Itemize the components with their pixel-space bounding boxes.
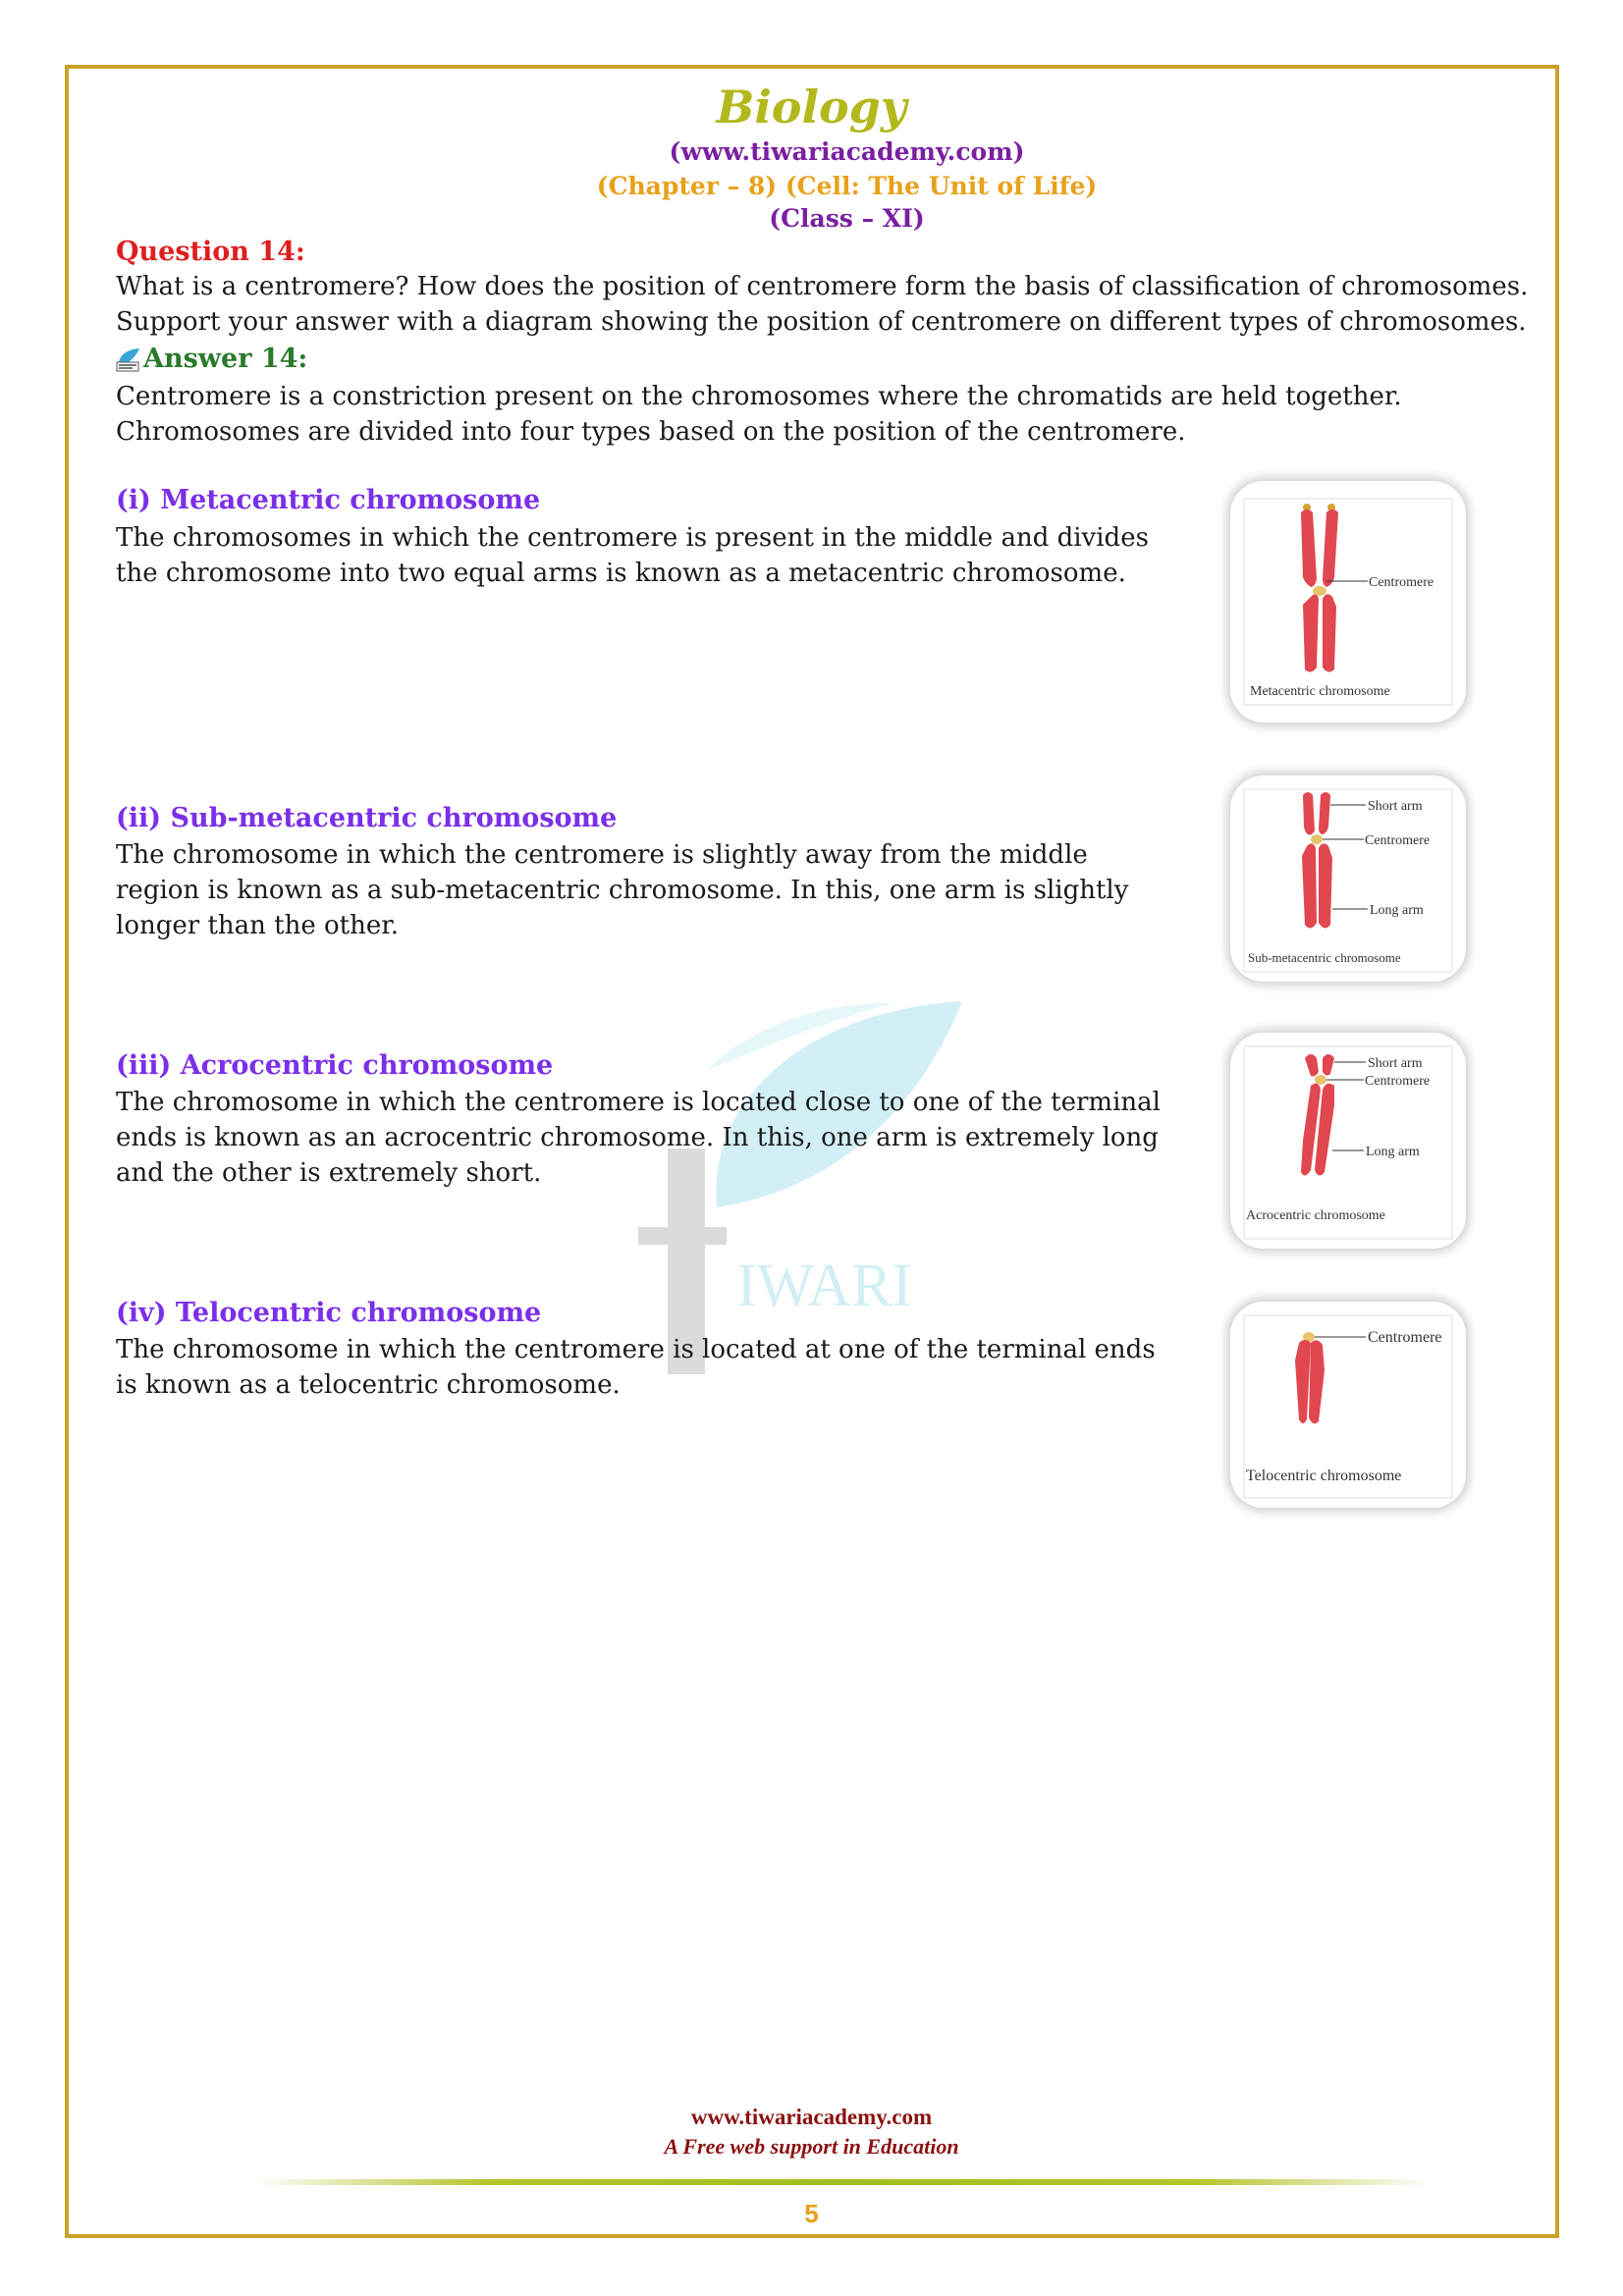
header-chapter: (Chapter – 8) (Cell: The Unit of Life) <box>596 172 1098 200</box>
metacentric-centromere-label: Centromere <box>1369 575 1434 590</box>
question-text: What is a centromere? How does the position of centromere form the basis of classification of chromosomes. Support your answer with a diagram showing the position of centromere on different types of chromosomes. <box>116 272 1529 337</box>
question-heading: Question 14: <box>116 237 305 267</box>
figure-metacentric <box>1230 481 1466 722</box>
answer-heading: Answer 14: <box>143 344 308 374</box>
section-heading-submetacentric: (ii) Sub-metacentric chromosome <box>116 803 618 833</box>
submetacentric-long-arm-label: Long arm <box>1370 903 1424 918</box>
section-text-metacentric: The chromosomes in which the centromere is present in the middle and divides the chromosome into two equal arms is known as a metacentric chromosome. <box>116 523 1149 588</box>
telocentric-centromere-label: Centromere <box>1368 1329 1442 1346</box>
metacentric-caption: Metacentric chromosome <box>1250 684 1390 699</box>
page-title: Biology <box>716 80 907 133</box>
figure-telocentric <box>1230 1302 1466 1508</box>
section-text-telocentric: The chromosome in which the centromere is located at one of the terminal ends is known as a telocentric chromosome. <box>116 1335 1156 1400</box>
figure-acrocentric <box>1230 1033 1466 1249</box>
footer-divider <box>253 2179 1432 2185</box>
section-heading-acrocentric: (iii) Acrocentric chromosome <box>116 1050 554 1081</box>
telocentric-caption: Telocentric chromosome <box>1246 1468 1402 1484</box>
footer-site-link[interactable]: www.tiwariacademy.com <box>690 2105 933 2129</box>
tiwari-leaf-icon <box>116 347 141 372</box>
acrocentric-centromere-label: Centromere <box>1365 1074 1431 1089</box>
answer-heading-row <box>116 344 307 374</box>
figure-submetacentric <box>1230 775 1466 982</box>
submetacentric-centromere-label: Centromere <box>1365 833 1431 848</box>
section-text-submetacentric: The chromosome in which the centromere is slightly away from the middle region is known as a sub-metacentric chromosome. In this, one arm is slightly longer than the other. <box>116 840 1129 940</box>
acrocentric-short-arm-label: Short arm <box>1368 1056 1423 1071</box>
acrocentric-long-arm-label: Long arm <box>1366 1145 1420 1159</box>
watermark-text: IWARI <box>736 1253 913 1319</box>
header-site[interactable]: (www.tiwariacademy.com) <box>669 137 1025 166</box>
acrocentric-caption: Acrocentric chromosome <box>1246 1208 1385 1223</box>
answer-text: Centromere is a constriction present on the chromosomes where the chromatids are held together. Chromosomes are divided into four types based on the position of the centromere. <box>116 382 1402 447</box>
header-class: (Class – XI) <box>769 204 925 233</box>
footer-tagline: A Free web support in Education <box>664 2134 959 2159</box>
section-text-acrocentric: The chromosome in which the centromere is located close to one of the terminal ends is known as an acrocentric chromosome. In this, one arm is extremely long and the other is extremely short. <box>116 1088 1161 1188</box>
submetacentric-short-arm-label: Short arm <box>1368 799 1423 814</box>
section-heading-telocentric: (iv) Telocentric chromosome <box>116 1298 542 1328</box>
section-heading-metacentric: (i) Metacentric chromosome <box>116 485 541 515</box>
submetacentric-caption: Sub-metacentric chromosome <box>1248 950 1401 965</box>
page-number: 5 <box>804 2199 819 2228</box>
